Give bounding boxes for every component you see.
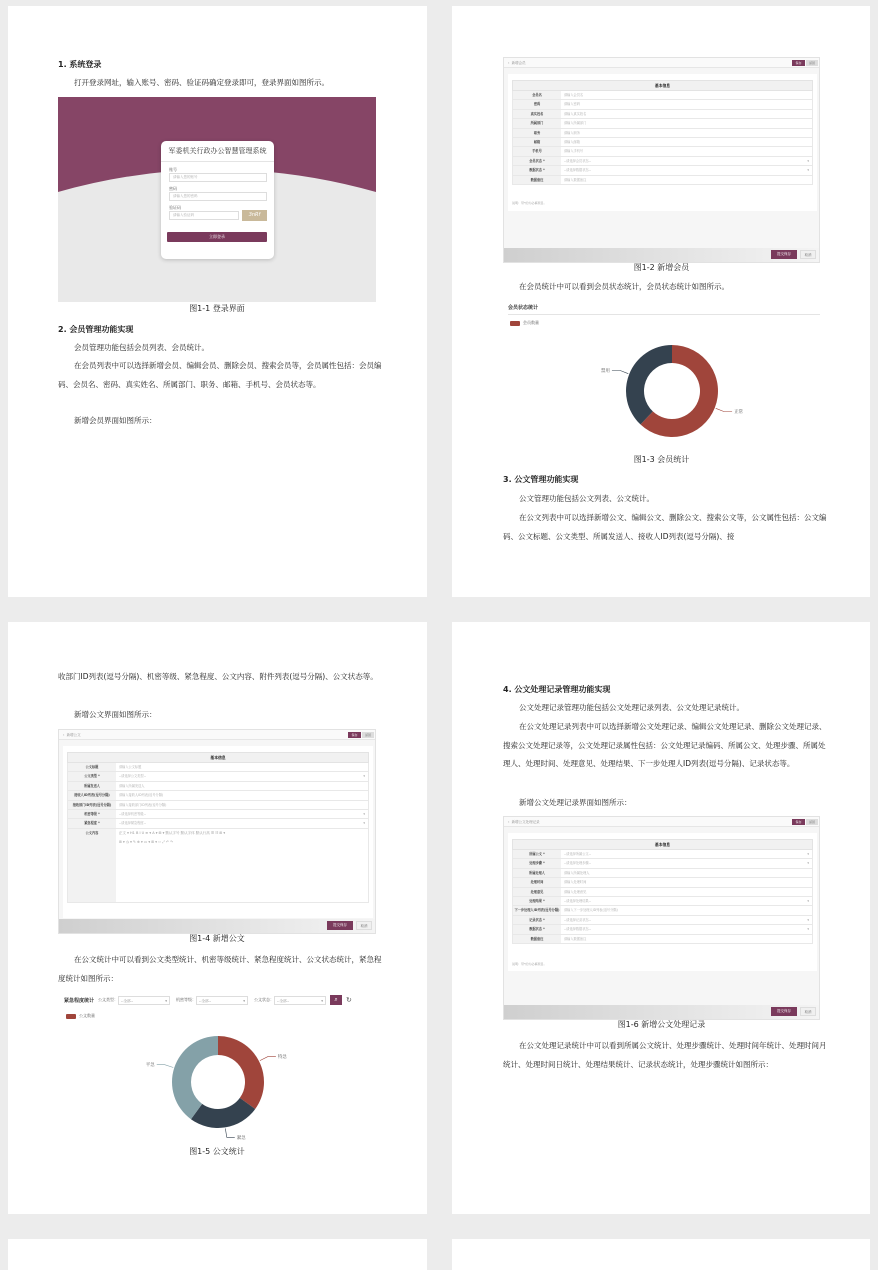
captcha-label: 验证码 bbox=[169, 205, 181, 210]
field-placeholder: --请选择数据状态-- bbox=[564, 927, 591, 932]
field-input[interactable] bbox=[561, 176, 812, 184]
paragraph: 打开登录网址，输入账号、密码、验证码确定登录即可，登录界面如图所示。 bbox=[74, 78, 329, 87]
form-rows bbox=[512, 850, 813, 944]
form-row bbox=[512, 157, 813, 166]
field-input[interactable] bbox=[561, 91, 812, 99]
chevron-down-icon[interactable]: ▾ bbox=[807, 898, 809, 903]
topbar-save-button[interactable]: 保存 bbox=[348, 732, 361, 738]
add-member-screenshot bbox=[503, 57, 820, 263]
chart-title: 紧急程度统计 bbox=[64, 997, 95, 1004]
paragraph: 公文处理记录管理功能包括公文处理记录列表、公文处理记录统计。 bbox=[519, 703, 744, 712]
submit-save-button[interactable]: 提交保存 bbox=[771, 1007, 797, 1016]
field-placeholder: --请选择记录状态-- bbox=[564, 917, 591, 922]
form-row bbox=[512, 869, 813, 878]
field-label: 会员名 bbox=[513, 91, 561, 99]
field-placeholder: 请输入接收人ID列表(逗号分隔) bbox=[119, 793, 164, 798]
figure-caption: 图1-2 新增会员 bbox=[633, 263, 690, 272]
document-page-3 bbox=[8, 622, 427, 1214]
field-placeholder: 请输入会员名 bbox=[564, 93, 584, 97]
slice-label: 正常 bbox=[734, 410, 744, 416]
field-input[interactable] bbox=[561, 859, 812, 867]
field-placeholder: 请输入下一步处理人ID列表(逗号分隔) bbox=[564, 908, 618, 913]
paragraph: 新增公文处理记录界面如图所示： bbox=[519, 798, 632, 807]
login-screenshot bbox=[58, 97, 376, 302]
screenshot-topbar bbox=[504, 817, 819, 827]
field-input[interactable] bbox=[561, 147, 812, 155]
field-label: 密码 bbox=[513, 100, 561, 108]
field-placeholder: 请输入手机号 bbox=[564, 149, 584, 154]
topbar-save-button[interactable]: 保存 bbox=[792, 819, 805, 825]
field-input[interactable] bbox=[561, 906, 812, 914]
submit-save-button[interactable]: 提交保存 bbox=[771, 250, 797, 259]
legend-label: 会员数量 bbox=[523, 320, 539, 325]
pie-slice-2[interactable] bbox=[172, 1036, 218, 1119]
back-icon[interactable]: ‹ bbox=[508, 820, 510, 824]
field-placeholder: --请选择数据状态-- bbox=[564, 168, 591, 173]
form-section-title: 基本信息 bbox=[67, 752, 369, 763]
form-row bbox=[512, 110, 813, 119]
captcha-image[interactable]: 3nRf bbox=[242, 210, 267, 221]
figure-caption: 图1-1 登录界面 bbox=[189, 304, 245, 313]
cancel-button[interactable]: 取消 bbox=[356, 921, 372, 930]
slice-label: 特急 bbox=[277, 1055, 287, 1061]
form-row bbox=[67, 772, 369, 781]
field-placeholder: 请输入接收部门ID列表(逗号分隔) bbox=[119, 802, 167, 807]
paragraph: 在公文处理记录统计中可以看到所属公文统计、处理步骤统计、处理时间年统计、处理时间月统计、处理时间日统计、处理结果统计、记录状态统计，处理步骤统计如图所示： bbox=[503, 1041, 827, 1069]
field-label: 数据状态 * bbox=[513, 166, 561, 174]
form-row bbox=[67, 801, 369, 810]
form-row bbox=[67, 791, 369, 800]
member-form bbox=[508, 74, 817, 211]
field-input[interactable] bbox=[561, 138, 812, 146]
document-form bbox=[63, 746, 373, 918]
paragraph: 公文管理功能包括公文列表、公文统计。 bbox=[519, 494, 654, 503]
field-label: 职务 bbox=[513, 129, 561, 137]
form-row bbox=[512, 850, 813, 859]
field-label: 处理意见 bbox=[513, 888, 561, 896]
captcha-input[interactable]: 请输入验证码 bbox=[169, 211, 239, 220]
field-placeholder: 请输入所属部门 bbox=[564, 121, 587, 126]
field-label: 处理步骤 * bbox=[513, 859, 561, 867]
login-title: 军委机关行政办公智慧管理系统 bbox=[161, 141, 274, 162]
field-input[interactable] bbox=[561, 888, 812, 896]
field-placeholder: --请选择会员状态-- bbox=[564, 158, 591, 163]
field-input[interactable] bbox=[561, 897, 812, 905]
field-label: 邮箱 bbox=[513, 138, 561, 146]
form-note: 说明：带*的为必填项目。 bbox=[512, 201, 547, 205]
password-label: 密码 bbox=[169, 186, 177, 191]
slice-label: 平急 bbox=[145, 1063, 155, 1069]
form-row bbox=[67, 810, 369, 819]
submit-save-button[interactable]: 提交保存 bbox=[327, 921, 353, 930]
filter-label: 公文状态： bbox=[254, 997, 275, 1002]
field-label: 接收人ID列表(逗号分隔) bbox=[68, 791, 116, 799]
section-heading-members: 2. 会员管理功能实现 bbox=[58, 325, 134, 334]
field-label: 紧急程度 * bbox=[68, 819, 116, 827]
chevron-down-icon[interactable]: ▾ bbox=[807, 168, 809, 173]
field-placeholder: 请输入邮箱 bbox=[564, 139, 580, 144]
field-label: 数据备注 bbox=[513, 176, 561, 184]
form-row bbox=[512, 878, 813, 887]
paragraph: 在公文统计中可以看到公文类型统计、机密等级统计、紧急程度统计、公文状态统计，紧急程度统计如图所示： bbox=[58, 955, 382, 983]
field-label: 接收部门ID列表(逗号分隔) bbox=[68, 801, 116, 809]
label-leader-line bbox=[260, 1057, 276, 1061]
back-icon[interactable]: ‹ bbox=[63, 733, 65, 737]
legend-label: 公文数量 bbox=[79, 1013, 95, 1018]
field-input[interactable] bbox=[561, 925, 812, 933]
label-leader-line bbox=[157, 1065, 174, 1068]
field-placeholder: --请选择处理步骤-- bbox=[564, 861, 591, 866]
screenshot-topbar bbox=[59, 730, 375, 740]
field-input[interactable] bbox=[561, 850, 812, 858]
field-label: 手机号 bbox=[513, 147, 561, 155]
doc-status-select[interactable]: --全部-- ▾ bbox=[274, 996, 326, 1005]
field-input[interactable] bbox=[561, 878, 812, 886]
field-placeholder: 请输入所属处理人 bbox=[564, 870, 590, 875]
field-input[interactable] bbox=[116, 791, 368, 799]
topbar-back-button[interactable]: 返回 bbox=[362, 732, 374, 738]
paragraph: 会员管理功能包括会员列表、会员统计。 bbox=[74, 343, 209, 352]
chevron-down-icon[interactable]: ▾ bbox=[807, 852, 809, 856]
paragraph: 在会员统计中可以看到会员状态统计，会员状态统计如图所示。 bbox=[519, 282, 729, 291]
topbar-title: 新增公文 bbox=[66, 733, 81, 737]
chevron-down-icon[interactable]: ▾ bbox=[363, 774, 365, 779]
filter-label: 机密等级： bbox=[176, 997, 197, 1002]
field-placeholder: 请输入数据备注 bbox=[564, 177, 587, 182]
field-placeholder: --请选择机密等级-- bbox=[119, 811, 146, 816]
chart-legend bbox=[66, 1013, 95, 1019]
chart-title: 会员状态统计 bbox=[508, 305, 539, 311]
chevron-down-icon[interactable]: ▾ bbox=[363, 821, 365, 826]
form-row bbox=[512, 100, 813, 109]
chevron-down-icon[interactable]: ▾ bbox=[807, 927, 809, 932]
screenshot-topbar bbox=[504, 58, 819, 68]
back-icon[interactable]: ‹ bbox=[508, 61, 510, 65]
cancel-button[interactable]: 取消 bbox=[800, 250, 816, 259]
field-label: 所属公文 * bbox=[513, 850, 561, 858]
document-page-4 bbox=[452, 622, 870, 1214]
chevron-down-icon[interactable]: ▾ bbox=[807, 917, 809, 922]
paragraph: 新增公文界面如图所示： bbox=[74, 710, 157, 719]
field-input[interactable] bbox=[561, 157, 812, 165]
field-placeholder: 请输入职务 bbox=[564, 130, 580, 135]
form-row bbox=[512, 166, 813, 175]
field-placeholder: 请输入处理意见 bbox=[564, 889, 587, 894]
editor-toolbar[interactable]: 正文 ▾ H1 B I U ≡ ▾ A ▾ ⊞ ▾ 默认字号 默认字体 默认行高 ☰ ☷ ⊞ ▾ bbox=[119, 830, 226, 835]
field-placeholder: 请输入真实姓名 bbox=[564, 111, 587, 116]
search-icon[interactable]: ⌕ bbox=[330, 995, 342, 1005]
label-leader-line bbox=[612, 370, 628, 373]
pie-slice-1[interactable] bbox=[626, 345, 672, 425]
form-row bbox=[512, 897, 813, 906]
field-placeholder: 请输入数据备注 bbox=[564, 936, 587, 941]
field-placeholder: 请输入公文标题 bbox=[119, 765, 142, 769]
field-label: 公文类型 * bbox=[68, 772, 116, 780]
editor-toolbar-row2[interactable]: ⊞ ▾ ◷ ▾ ✎ ⊕ ▾ ▭ ▾ ⊞ ▾ ‹› ⤢ ↶ ↷ bbox=[119, 839, 173, 844]
form-note: 说明：带*的为必填项目。 bbox=[512, 962, 547, 966]
field-label: 所属部门 bbox=[513, 119, 561, 127]
field-label: 数据状态 * bbox=[513, 925, 561, 933]
field-input[interactable] bbox=[116, 782, 368, 790]
field-label: 处理结果 * bbox=[513, 897, 561, 905]
label-leader-line bbox=[225, 1128, 234, 1137]
field-label: 下一步处理人ID列表(逗号分隔) bbox=[513, 906, 561, 914]
field-input[interactable] bbox=[561, 129, 812, 137]
form-row bbox=[512, 925, 813, 934]
chevron-down-icon[interactable]: ▾ bbox=[807, 158, 809, 163]
password-input[interactable]: 请输入您的密码 bbox=[169, 192, 267, 201]
field-label: 公文标题 bbox=[68, 763, 116, 771]
form-rows bbox=[67, 763, 369, 829]
topbar-title: 新增会员 bbox=[511, 61, 526, 65]
field-label: 所属处理人 bbox=[513, 869, 561, 877]
slice-label: 禁用 bbox=[600, 368, 610, 374]
paragraph: 在公文列表中可以选择新增公文、编辑公文、删除公文、搜索公文等，公文属性包括：公文编码、公文标题、公文类型、所属发送人、接收人ID列表(逗号分隔)、接 bbox=[503, 513, 827, 541]
member-status-chart bbox=[572, 328, 772, 458]
login-button[interactable]: 立即登录 bbox=[167, 232, 267, 242]
field-label: 记录状态 * bbox=[513, 916, 561, 924]
field-placeholder: --请选择紧急程度-- bbox=[119, 821, 146, 826]
chart-filter-bar bbox=[64, 995, 352, 1005]
form-row bbox=[67, 819, 369, 828]
form-row bbox=[67, 763, 369, 772]
form-row bbox=[512, 176, 813, 185]
account-label: 账号 bbox=[169, 167, 177, 172]
field-input[interactable] bbox=[561, 869, 812, 877]
field-placeholder: 请输入处理时间 bbox=[564, 880, 587, 885]
field-input[interactable] bbox=[116, 810, 368, 818]
document-page-2 bbox=[452, 6, 870, 597]
field-label: 处理时间 bbox=[513, 878, 561, 886]
document-page-5 bbox=[8, 1239, 427, 1270]
topbar-back-button[interactable]: 返回 bbox=[806, 819, 818, 825]
field-placeholder: 请输入密码 bbox=[564, 102, 580, 107]
field-input[interactable] bbox=[561, 100, 812, 108]
screenshot-footer bbox=[504, 1005, 819, 1019]
login-card bbox=[161, 141, 274, 259]
form-row bbox=[512, 138, 813, 147]
form-row bbox=[512, 147, 813, 156]
field-label: 机密等级 * bbox=[68, 810, 116, 818]
filter-label: 公文类型： bbox=[98, 997, 119, 1002]
add-record-screenshot bbox=[503, 816, 820, 1020]
section-heading-documents: 3. 公文管理功能实现 bbox=[503, 475, 579, 484]
form-section-title: 基本信息 bbox=[512, 80, 813, 91]
field-input[interactable] bbox=[116, 763, 368, 771]
field-placeholder: --请选择公文类型-- bbox=[119, 774, 146, 779]
field-label: 真实姓名 bbox=[513, 110, 561, 118]
field-label: 数据备注 bbox=[513, 935, 561, 943]
field-input[interactable] bbox=[561, 916, 812, 924]
field-placeholder: --请选择所属公文-- bbox=[564, 852, 591, 856]
legend-swatch bbox=[66, 1014, 76, 1019]
form-row bbox=[512, 119, 813, 128]
figure-caption: 图1-5 公文统计 bbox=[189, 1147, 245, 1156]
form-row bbox=[512, 888, 813, 897]
label-leader-line bbox=[716, 408, 732, 411]
field-input[interactable] bbox=[561, 166, 812, 174]
form-rows bbox=[512, 91, 813, 185]
section-heading-records: 4. 公文处理记录管理功能实现 bbox=[503, 685, 611, 694]
field-input[interactable] bbox=[116, 772, 368, 780]
field-placeholder: --请选择处理结果-- bbox=[564, 898, 591, 903]
field-input[interactable] bbox=[561, 110, 812, 118]
add-document-screenshot bbox=[58, 729, 376, 934]
field-label: 所属发送人 bbox=[68, 782, 116, 790]
figure-caption: 图1-4 新增公文 bbox=[189, 934, 245, 943]
chevron-down-icon[interactable]: ▾ bbox=[807, 861, 809, 866]
form-row bbox=[512, 129, 813, 138]
form-row bbox=[512, 916, 813, 925]
content-row bbox=[67, 829, 369, 903]
section-heading-login: 1. 系统登录 bbox=[58, 60, 102, 69]
field-label: 会员状态 * bbox=[513, 157, 561, 165]
chart-legend bbox=[510, 320, 539, 326]
record-form bbox=[508, 833, 817, 971]
field-input[interactable] bbox=[561, 119, 812, 127]
field-placeholder: 请输入所属发送人 bbox=[119, 783, 145, 788]
field-input[interactable] bbox=[116, 801, 368, 809]
rich-text-editor[interactable] bbox=[116, 829, 368, 902]
refresh-icon[interactable]: ↻ bbox=[346, 996, 352, 1004]
field-input[interactable] bbox=[561, 935, 812, 943]
pie-slice-0[interactable] bbox=[218, 1036, 264, 1109]
screenshot-footer bbox=[504, 248, 819, 262]
legend-swatch bbox=[510, 321, 520, 326]
pie-slice-1[interactable] bbox=[191, 1098, 255, 1128]
content-label: 公文内容 bbox=[68, 829, 116, 902]
paragraph: 新增会员界面如图所示： bbox=[74, 416, 157, 425]
topbar-title: 新增公文处理记录 bbox=[511, 820, 540, 824]
chevron-down-icon[interactable]: ▾ bbox=[363, 811, 365, 816]
screenshot-footer bbox=[59, 919, 375, 933]
form-row bbox=[512, 935, 813, 944]
paragraph: 在会员列表中可以选择新增会员、编辑会员、删除会员、搜索会员等，会员属性包括：会员编码、会员名、密码、真实姓名、所属部门、职务、邮箱、手机号、会员状态等。 bbox=[58, 361, 382, 389]
figure-caption: 图1-6 新增公文处理记录 bbox=[617, 1020, 706, 1029]
figure-caption: 图1-3 会员统计 bbox=[633, 455, 690, 464]
form-row bbox=[512, 906, 813, 915]
topbar-save-button[interactable]: 保存 bbox=[792, 60, 805, 66]
document-page-6 bbox=[452, 1239, 870, 1270]
form-row bbox=[512, 859, 813, 868]
form-section-title: 基本信息 bbox=[512, 839, 813, 850]
secrecy-select[interactable]: --全部-- ▾ bbox=[196, 996, 248, 1005]
paragraph: 收部门ID列表(逗号分隔)、机密等级、紧急程度、公文内容、附件列表(逗号分隔)、公文状态等。 bbox=[58, 672, 378, 681]
urgency-chart bbox=[118, 1020, 318, 1145]
topbar-back-button[interactable]: 返回 bbox=[806, 60, 818, 66]
form-row bbox=[512, 91, 813, 100]
paragraph: 在公文处理记录列表中可以选择新增公文处理记录、编辑公文处理记录、删除公文处理记录、搜索公文处理记录等，公文处理记录属性包括：公文处理记录编码、所属公文、处理步骤、所属处理人、处理时间、处理意见、处理结果、下一步处理人ID列表(逗号分隔)、记录状态等。 bbox=[503, 722, 827, 768]
doc-type-select[interactable]: --全部-- ▾ bbox=[118, 996, 170, 1005]
account-input[interactable]: 请输入您的账号 bbox=[169, 173, 267, 182]
field-input[interactable] bbox=[116, 819, 368, 827]
cancel-button[interactable]: 取消 bbox=[800, 1007, 816, 1016]
form-row bbox=[67, 782, 369, 791]
divider bbox=[508, 314, 820, 315]
document-page-1 bbox=[8, 6, 427, 597]
slice-label: 紧急 bbox=[236, 1135, 246, 1141]
